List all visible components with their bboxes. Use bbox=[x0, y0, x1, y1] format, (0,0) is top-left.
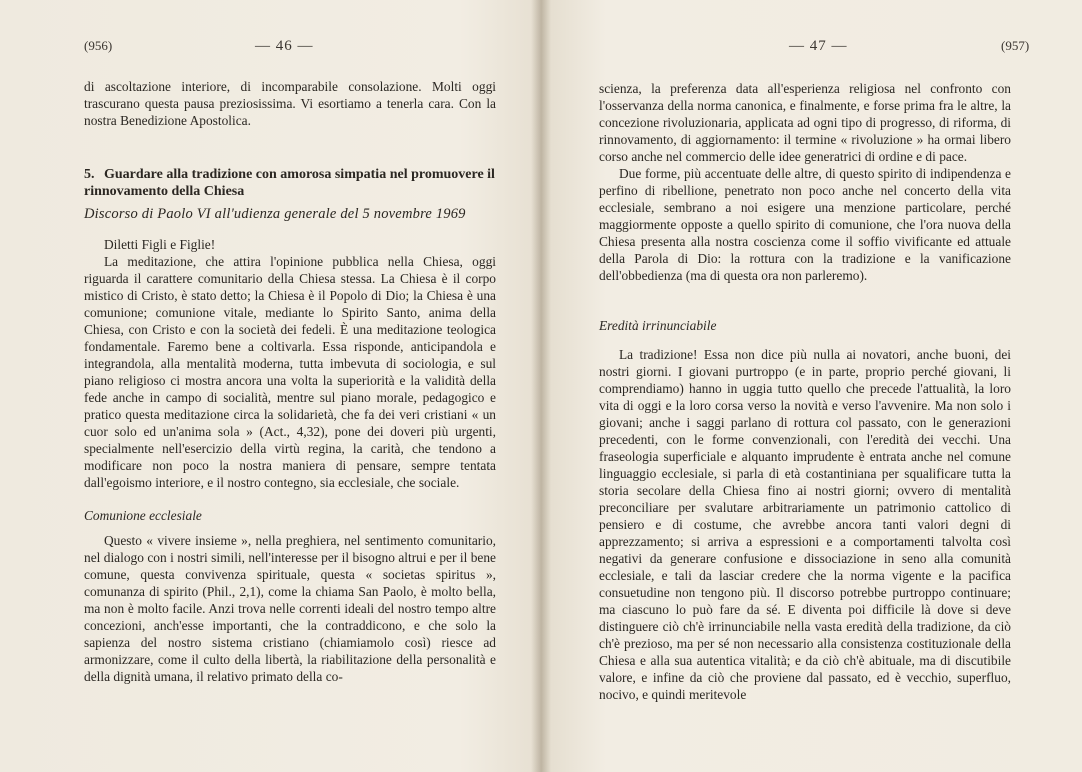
page-number-right: — 47 — bbox=[789, 38, 848, 54]
paragraph-scienza: scienza, la preferenza data all'esperienza religiosa nel confronto con l'osservanza della norma canonica, e finalmente, e forse prima fra le altre, la concezione rivoluzionaria, applicata ad ogni tipo di progresso, di riforma, di rinnovamento, di aggiornamento: il termine « rivoluzione » ha ormai libero corso anche nel commercio delle idee generatrici di ordine e di pace. bbox=[599, 81, 1011, 164]
subhead-eredita: Eredità irrinunciabile bbox=[599, 318, 717, 333]
section-title: Guardare alla tradizione con amorosa simpatia nel promuovere il rinnovamento della Chiesa bbox=[84, 167, 495, 199]
right-page bbox=[541, 0, 1082, 772]
paragraph-due-forme: Due forme, più accentuate delle altre, di questo spirito di indipendenza e perfino di ribellione, penetrato non poco anche nel concerto della vita ecclesiale, sembrano a noi esigere una menzione particolare, perché maggiormente opposte a quello spirito di comunione, che l'ora nuova della Chiesa presenta alla nostra coscienza come il soffio vivificante ed attuale della Parola di Dio: la rottura con la tradizione e la vanificazione dell'obbedienza (ma di questa ora non parleremo). bbox=[599, 166, 1011, 283]
greeting: Diletti Figli e Figlie! bbox=[104, 237, 216, 252]
section-heading bbox=[84, 166, 496, 200]
body-right-main bbox=[599, 346, 1011, 703]
page-marker-right: (957) bbox=[1001, 38, 1030, 53]
intro-text: di ascoltazione interiore, di incomparabile consolazione. Molti oggi trascurano questa pausa preziosissima. Vi esortiamo a tenerla cara. Con la nostra Benedizione Apostolica. bbox=[84, 79, 496, 128]
body-right-top bbox=[599, 80, 1011, 284]
subhead-comunione: Comunione ecclesiale bbox=[84, 508, 202, 523]
discourse-subtitle: Discorso di Paolo VI all'udienza generale del 5 novembre 1969 bbox=[84, 206, 466, 222]
paragraph-tradizione: La tradizione! Essa non dice più nulla ai novatori, anche buoni, dei nostri giorni. I giovani purtroppo (e in parte, proprio perché giovani, li comprendiamo) hanno in uggia tutto quello che precede l'attualità, la loro vita di oggi e la loro corsa verso la novità e verso l'avvenire. Ma non solo i giovani; anche i saggi parlano di rottura col passato, con le generazioni precedenti, con le forme convenzionali, con l'eredità dei vecchi. Una fraseologia superficiale e alquanto imprudente è entrata anche nel comune linguaggio ecclesiale, si parla di età costantiniana per squalificare tutta la storia secolare della Chiesa fino ai nostri giorni; ovvero di mentalità preconciliare per svalutare arbitrariamente un patrimonio cattolico di pensiero e di costume, che avrebbe ancora tanti valori degni di apprezzamento; si arriva a espressioni e a comportamenti talvolta così negativi da generare confusione e dissociazione in seno alla comunità ecclesiale, e tali da lasciar credere che la norma vigente e la pacifica consuetudine non tengono più. Il discorso potrebbe purtroppo continuare; ma ciascuno lo può fare da sé. E diventa poi difficile là dove si deve distinguere ciò ch'è irrinunciabile nella vasta eredità della tradizione, da ciò ch'è prezioso, ma per sé non necessario alla consistenza costituzionale della Chiesa e alla sua autentica vitalità; e da ciò ch'è abituale, ma di discutibile valore, e infine da ciò che proviene dal passato, ed è vecchio, superfluo, nocivo, e quindi meritevole bbox=[599, 347, 1011, 702]
page-marker-left: (956) bbox=[84, 38, 113, 53]
body-left-second bbox=[84, 532, 496, 685]
page-number-left: — 46 — bbox=[255, 38, 314, 54]
paragraph-meditazione: La meditazione, che attira l'opinione pubblica nella Chiesa, oggi riguarda il carattere comunitario della Chiesa stessa. La Chiesa è il corpo mistico di Cristo, è stato detto; la Chiesa è il Popolo di Dio; la Chiesa è una comunione; comunione vitale, mediante lo Spirito Santo, anima della Chiesa, con Cristo e con la società dei fedeli. È una meditazione teologica fondamentale. Faremo bene a coltivarla. Essa risponde, anticipandola e integrandola, alla mentalità moderna, tutta imbevuta di sociologia, e sul piano religioso ci mostra ancora una volta la superiorità e la validità della fede anche in campo di socialità, mentre sul piano morale, pedagogico e pratico questa meditazione circa la solidarietà, che fa dei veri cristiani « un cuor solo ed un'anima sola » (Act., 4,32), pone dei doveri più urgenti, specialmente nell'esercizio della virtù regina, la carità, che tendono a modificare non poco la nostra maniera di pensare, sempre tentata dall'egoismo interiore, e il nostro contegno, sia ecclesiale, che sociale. bbox=[84, 254, 496, 490]
body-left-main bbox=[84, 236, 496, 491]
section-number: 5. bbox=[84, 167, 95, 182]
intro-paragraph bbox=[84, 78, 496, 129]
paragraph-vivere-insieme: Questo « vivere insieme », nella preghiera, nel sentimento comunitario, nel dialogo con i nostri simili, nell'interesse per il bisogno altrui e per il bene comune, questa convivenza spirituale, questa « societas spiritus », comunanza di spirito (Phil., 2,1), come la chiama San Paolo, è molto bella, ma non è molto facile. Anzi trova nelle correnti ideali del nostro tempo altre concezioni, anch'esse importanti, che la contraddicono, e che solo la sapienza del nostro sistema cristiano (chiamiamolo così) riesce ad armonizzare, come il culto della libertà, la riabilitazione della personalità e della dignità umana, il relativo primato della co- bbox=[84, 533, 496, 684]
